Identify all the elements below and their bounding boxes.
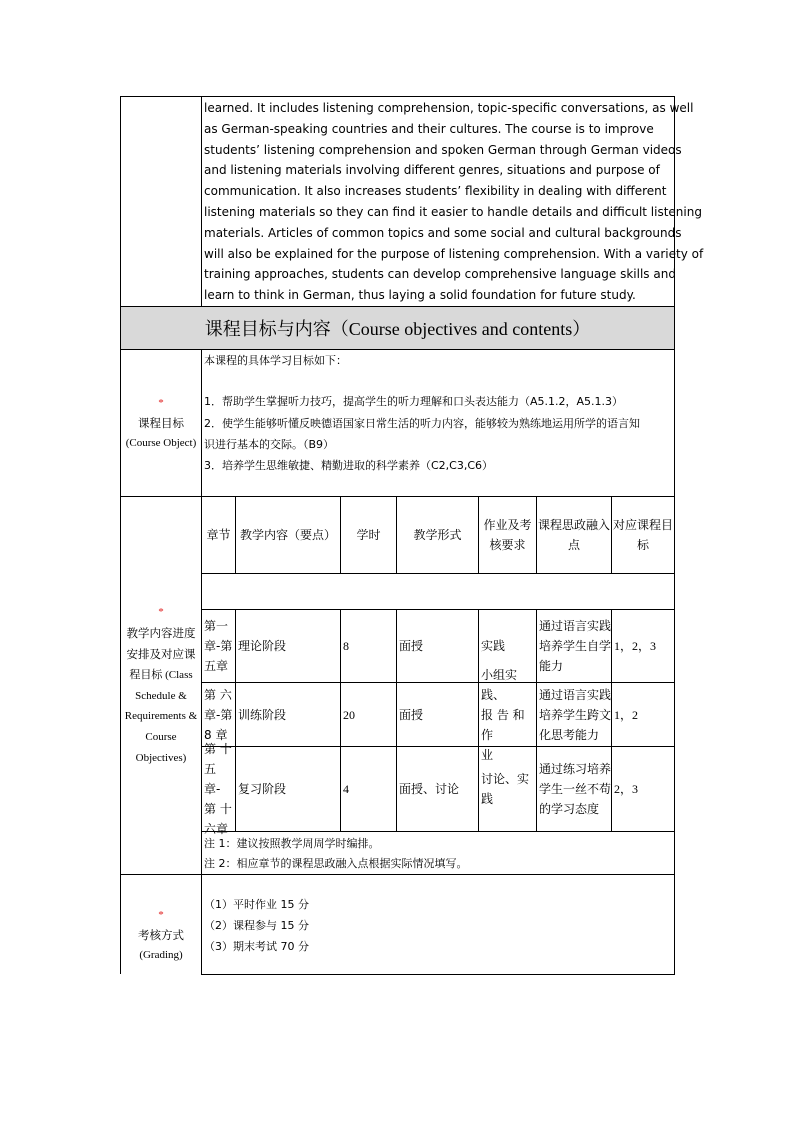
- description-line: and listening materials involving different genres, situations and purpose of: [204, 163, 660, 177]
- schedule-label-line: Course: [145, 731, 177, 744]
- row-assessment: 讨论、实践: [481, 772, 530, 806]
- row-form: 面授: [399, 707, 424, 722]
- objectives-label-en: (Course Object): [125, 437, 197, 449]
- row-ideology: 通过语言实践 培养学生跨文 化思考能力: [539, 687, 612, 742]
- objectives-label: [121, 350, 201, 496]
- row-form: 面授: [399, 639, 424, 653]
- row-chapter: 第 十 五 章- 第 十 六章: [204, 742, 232, 836]
- objective-line: 3．培养学生思维敏捷、精勤进取的科学素养（C2,C3,C6）: [204, 459, 494, 472]
- note-line: 注 2：相应章节的课程思政融入点根据实际情况填写。: [204, 857, 468, 870]
- description-line: listening materials so they can find it easier to handle details and difficult listening: [204, 205, 702, 219]
- header-ideology: 课程思政融入 点: [537, 518, 610, 552]
- required-mark: *: [158, 606, 164, 619]
- grading-item: （1）平时作业 15 分: [204, 898, 309, 911]
- grading-label-cn: 考核方式: [138, 928, 184, 942]
- objective-line: 1．帮助学生掌握听力技巧，提高学生的听力理解和口头表达能力（A5.1.2，A5.1.3）: [204, 395, 624, 408]
- row-hours: 4: [343, 782, 349, 796]
- header-form: 教学形式: [413, 528, 462, 542]
- header-chapter: 章节: [206, 528, 231, 542]
- required-mark: *: [158, 397, 164, 409]
- schedule-label-line: 安排及对应课: [126, 646, 196, 661]
- objectives-label-cn: 课程目标: [138, 416, 184, 430]
- description-line: learn to think in German, thus laying a solid foundation for future study.: [204, 288, 636, 302]
- row-ideology: 通过练习培养 学生一丝不苟 的学习态度: [539, 762, 612, 816]
- row-objectives: 2，3: [614, 782, 639, 796]
- row-hours: 20: [343, 707, 355, 722]
- required-mark: *: [158, 909, 164, 921]
- row-assessment: 实践: [481, 639, 506, 653]
- schedule-label-line: 程目标 (Class: [129, 668, 193, 681]
- row-content: 理论阶段: [238, 639, 287, 653]
- row-assessment: 小组实践、 报 告 和 作 业: [481, 667, 525, 762]
- header-assessment: 作业及考 核要求: [483, 518, 532, 552]
- schedule-label: [121, 497, 201, 874]
- row-content: 训练阶段: [238, 707, 287, 722]
- description-line: learned. It includes listening comprehension, topic-specific conversations, as well: [204, 101, 694, 115]
- row-objectives: 1，2: [614, 707, 639, 722]
- schedule-label-line: 教学内容进度: [126, 626, 196, 641]
- grading-label: [121, 875, 201, 974]
- grading-item: （2）课程参与 15 分: [204, 919, 309, 932]
- note-line: 注 1：建议按照教学周周学时编排。: [204, 837, 380, 850]
- header-objectives: 对应课程目 标: [612, 518, 673, 552]
- header-hours: 学时: [356, 528, 381, 542]
- description-line: students’ listening comprehension and spoken German through German videos: [204, 143, 682, 157]
- description-line: materials. Articles of common topics and some social and cultural backgrounds: [204, 226, 682, 240]
- row-ideology: 通过语言实践 培养学生自学 能力: [539, 619, 612, 673]
- row-form: 面授、讨论: [399, 782, 460, 796]
- objective-line: 识进行基本的交际。（B9）: [204, 438, 335, 451]
- section-title: 课程目标与内容（Course objectives and contents）: [204, 319, 591, 339]
- schedule-label-line: Schedule &: [135, 689, 187, 702]
- description-line: will also be explained for the purpose of listening comprehension. With a variety of: [204, 247, 704, 261]
- row-chapter: 第 六 章-第 8 章: [204, 687, 233, 742]
- row-content: 复习阶段: [238, 782, 287, 796]
- schedule-label-line: Requirements &: [124, 710, 198, 723]
- row-hours: 8: [343, 639, 349, 653]
- grading-item: （3）期末考试 70 分: [204, 940, 309, 953]
- objective-line: 本课程的具体学习目标如下：: [204, 354, 347, 367]
- description-line: as German-speaking countries and their cultures. The course is to improve: [204, 122, 654, 136]
- section-title-bar: [121, 307, 674, 349]
- description-line: communication. It also increases students’ flexibility in dealing with different: [204, 184, 667, 198]
- description-line: training approaches, students can develop comprehensive language skills and: [204, 267, 676, 281]
- schedule-label-line: Objectives): [135, 751, 187, 764]
- grading-label-en: (Grading): [139, 949, 183, 961]
- header-content: 教学内容（要点）: [239, 528, 336, 542]
- objective-line: 2．使学生能够听懂反映德语国家日常生活的听力内容，能够较为熟练地运用所学的语言知: [204, 417, 640, 430]
- row-objectives: 1，2，3: [614, 639, 657, 653]
- row-chapter: 第一 章-第 五章: [204, 619, 233, 673]
